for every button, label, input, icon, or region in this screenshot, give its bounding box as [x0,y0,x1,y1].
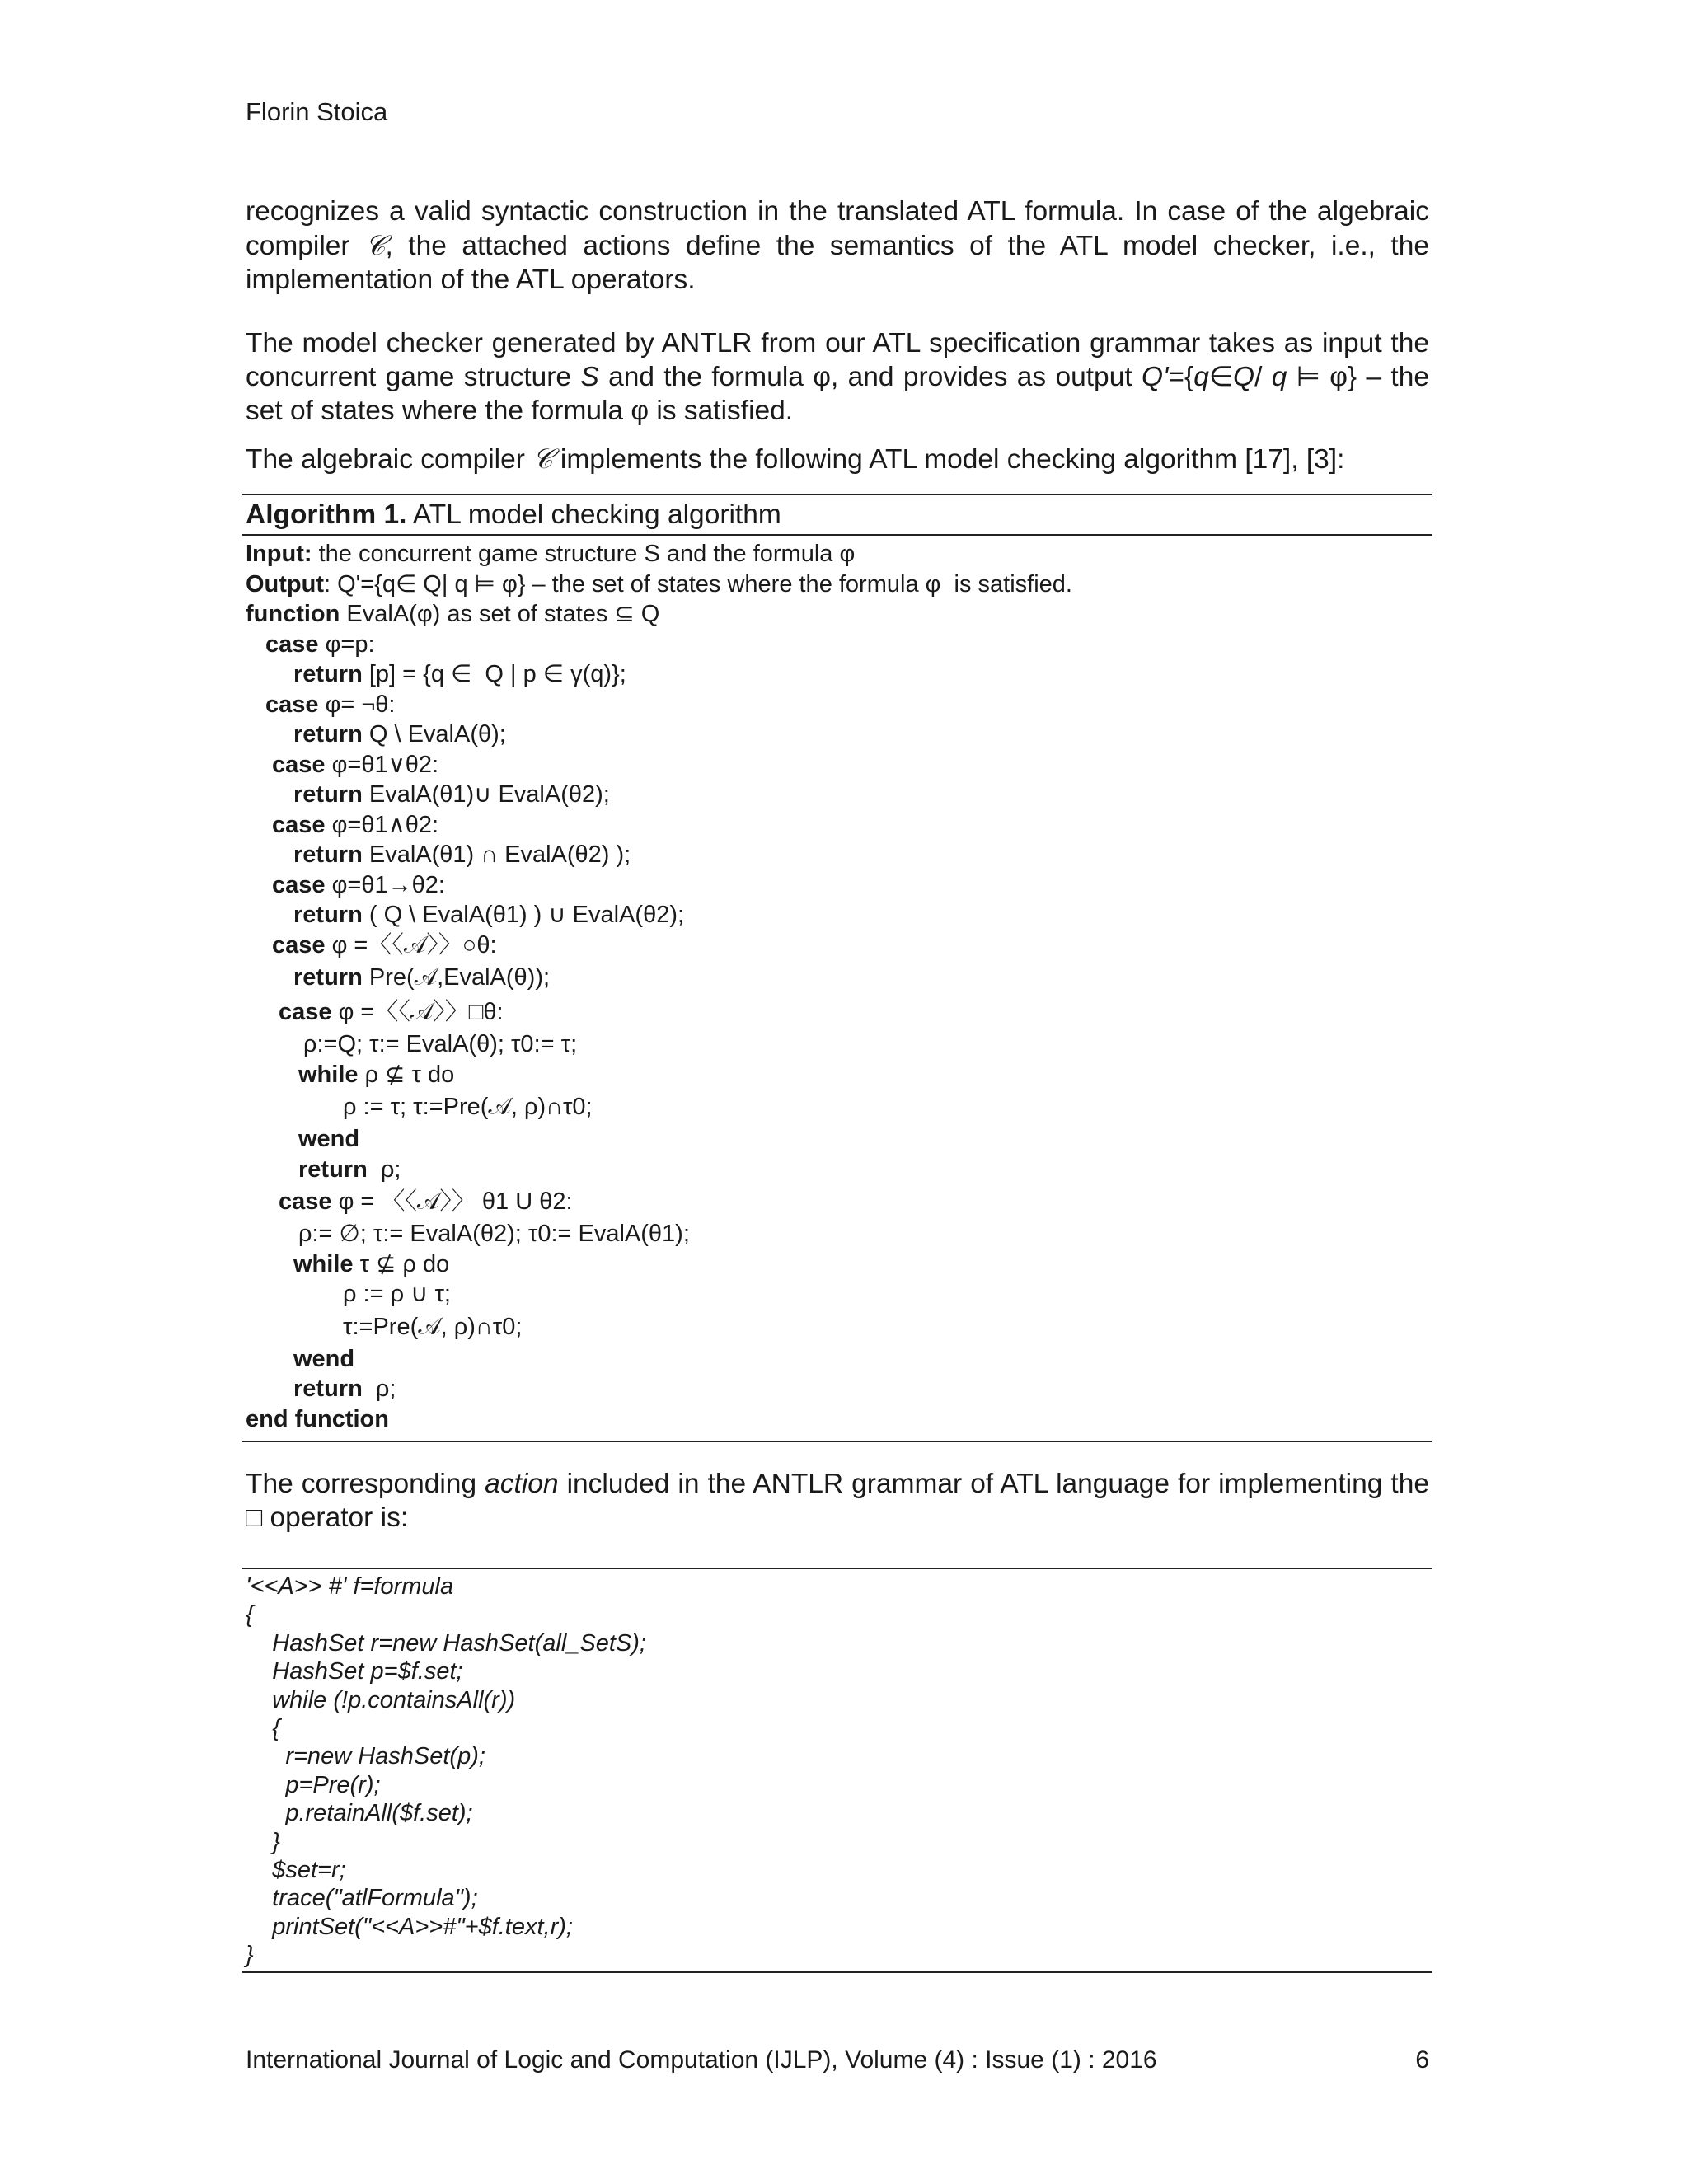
code-line: HashSet p=$f.set; [246,1658,463,1685]
algorithm-line: Input: the concurrent game structure S and the formula φ [246,541,856,567]
code-line: } [246,1828,280,1855]
algorithm-pseudocode [246,539,1429,1434]
page-number: 6 [1415,2046,1429,2074]
running-header-author: Florin Stoica [246,97,388,126]
algorithm-line: return Q \ EvalA(θ); [293,721,506,748]
algorithm-line: ρ := ρ ∪ τ; [343,1281,451,1307]
algorithm-line: case φ =〈〈𝒜〉〉○θ: [272,931,497,958]
algorithm-top-rule [242,494,1432,495]
algorithm-line: wend [293,1345,355,1372]
algorithm-line: return [p] = {q ∈ Q | p ∈ γ(q)}; [293,661,626,687]
code-line: p=Pre(r); [246,1771,381,1798]
code-line: { [246,1601,254,1629]
antlr-code-listing [246,1572,1429,1969]
code-line: p.retainAll($f.set); [246,1800,473,1827]
algorithm-line: Output: Q'={q∈ Q| q ⊨ φ} – the set of states where the formula φ is satisfied. [246,570,1072,598]
page-footer [246,2046,1429,2074]
code-top-rule [242,1568,1432,1569]
code-line: while (!p.containsAll(r)) [246,1686,516,1713]
algorithm-line: ρ:= ∅; τ:= EvalA(θ2); τ0:= EvalA(θ1); [298,1221,690,1247]
algorithm-line: wend [298,1126,360,1152]
algorithm-line: case φ = 〈〈𝒜〉〉 θ1 U θ2: [279,1188,573,1215]
footer-journal: International Journal of Logic and Computation (IJLP), Volume (4) : Issue (1) : 2016 [246,2046,1157,2074]
algorithm-line: return EvalA(θ1)∪ EvalA(θ2); [293,781,610,808]
algorithm-line: case φ=p: [265,630,375,658]
code-bottom-rule [242,1971,1432,1973]
algorithm-line: while τ ⊈ ρ do [293,1250,450,1277]
algorithm-line: ρ:=Q; τ:= EvalA(θ); τ0:= τ; [303,1031,578,1057]
code-line: printSet("<<A>>#"+$f.text,r); [246,1913,573,1940]
compiler-symbol: 𝒞 [532,443,553,475]
paragraph-compiler-semantics: recognizes a valid syntactic construction in the translated ATL formula. In case of the algebraic compiler 𝒞, the attached actions define the semantics of the ATL model checker, i.e., the implementation of the ATL operators. [246,196,1429,295]
paragraph-algorithm-intro: The algebraic compiler 𝒞 implements the following ATL model checking algorithm [17], [3]: [246,443,1345,475]
code-line: { [246,1714,280,1741]
algorithm-line: case φ =〈〈𝒜〉〉□θ: [279,999,504,1025]
algorithm-bottom-rule [242,1441,1432,1442]
algorithm-line: return ρ; [298,1155,401,1183]
algorithm-line: ρ := τ; τ:=Pre(𝒜, ρ)∩τ0; [343,1094,593,1120]
code-line: trace("atlFormula"); [246,1885,478,1912]
algorithm-line: case φ=θ1∧θ2: [272,811,439,838]
algorithm-line: return ρ; [293,1376,396,1402]
algorithm-title: Algorithm 1. ATL model checking algorithm [246,499,781,530]
compiler-symbol: 𝒞 [365,229,386,261]
algorithm-line: function EvalA(φ) as set of states ⊆ Q [246,601,660,627]
algorithm-line: return ( Q \ EvalA(θ1) ) ∪ EvalA(θ2); [293,902,685,928]
algorithm-line: case φ= ¬θ: [265,691,396,718]
paragraph-model-checker: The model checker generated by ANTLR from our ATL specification grammar takes as input the concurrent game structure S and the formula φ, and provides as output Q'={q∈Q/ q ⊨ φ} – the set of states where the formula φ is satisfied. [246,328,1429,426]
code-line: $set=r; [246,1856,346,1883]
algorithm-line: case φ=θ1→θ2: [272,871,445,898]
code-line: r=new HashSet(p); [246,1743,485,1770]
algorithm-line: return Pre(𝒜,EvalA(θ)); [293,964,551,991]
code-line: } [246,1942,254,1969]
algorithm-line: end function [246,1405,389,1432]
algorithm-line: τ:=Pre(𝒜, ρ)∩τ0; [343,1313,523,1340]
code-line: '<<A>> #' f=formula [246,1573,454,1600]
paragraph-action-intro: The corresponding action included in the ANTLR grammar of ATL language for implementing the □ operator is: [246,1469,1429,1533]
code-line: HashSet r=new HashSet(all_SetS); [246,1629,646,1657]
algorithm-line: while ρ ⊈ τ do [298,1061,455,1088]
algorithm-title-rule [242,534,1432,536]
algorithm-line: return EvalA(θ1) ∩ EvalA(θ2) ); [293,841,631,868]
algorithm-line: case φ=θ1∨θ2: [272,751,439,778]
